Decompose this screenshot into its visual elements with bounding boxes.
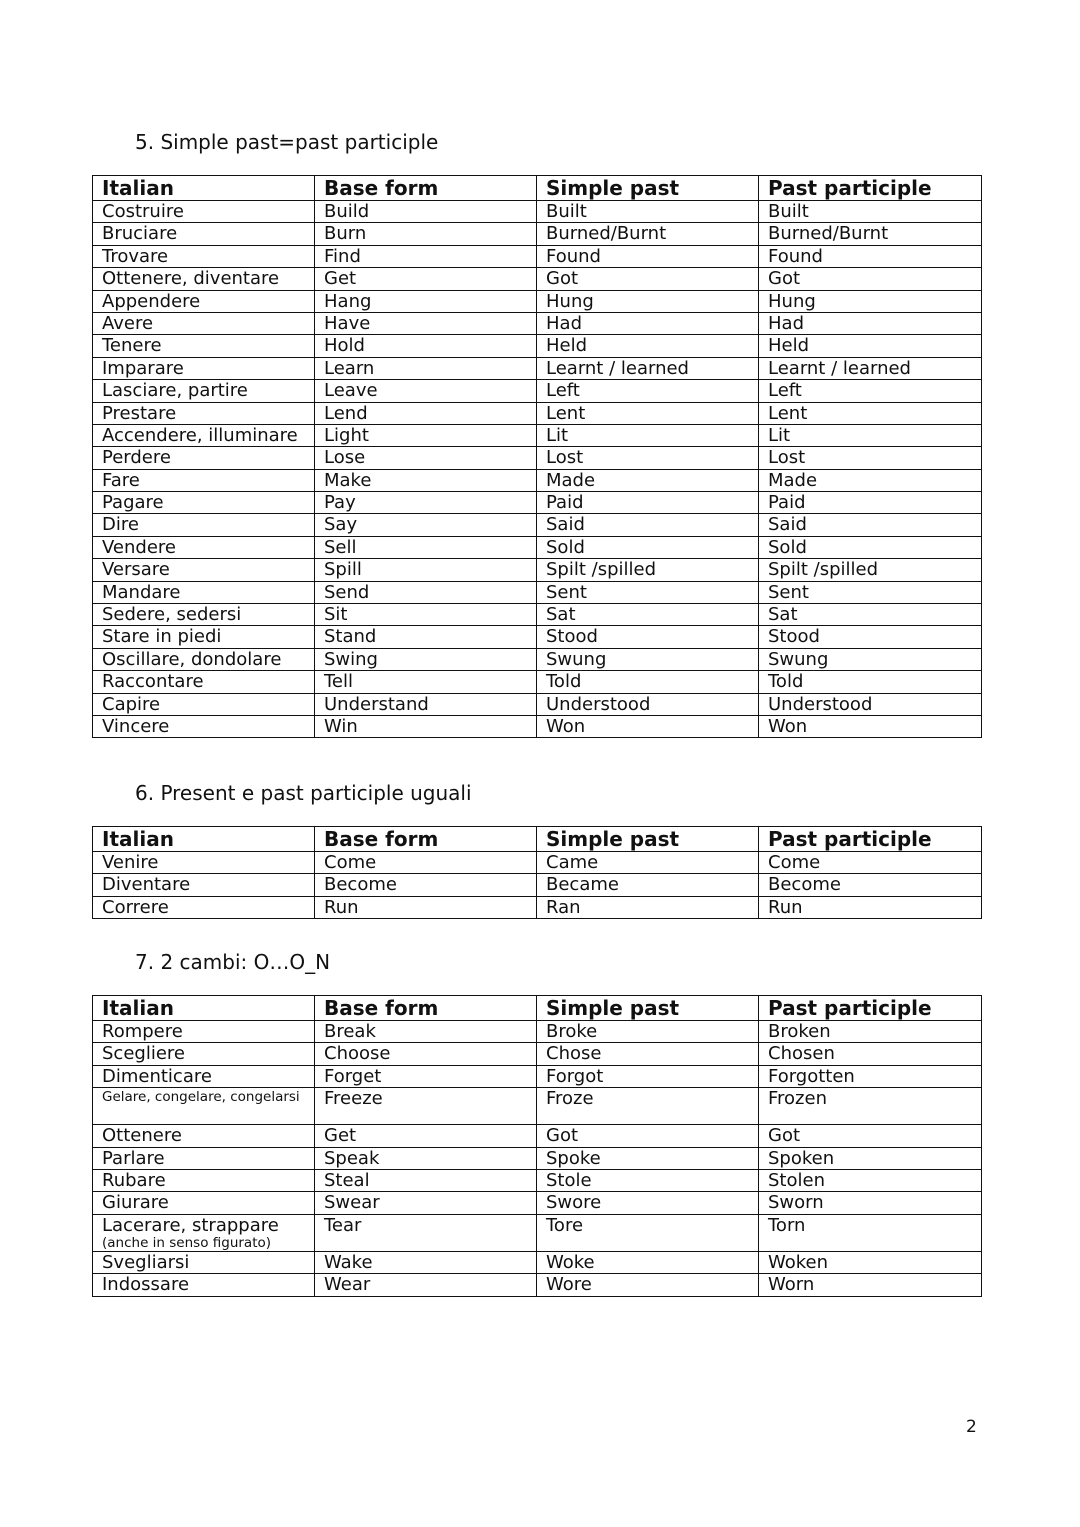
cell-past-participle: Run bbox=[759, 896, 982, 918]
cell-past-participle: Frozen bbox=[759, 1088, 982, 1125]
cell-past-participle: Stolen bbox=[759, 1169, 982, 1191]
cell-italian: Mandare bbox=[93, 581, 315, 603]
cell-simple-past: Spoke bbox=[537, 1147, 759, 1169]
cell-past-participle: Said bbox=[759, 514, 982, 536]
cell-base-form: Speak bbox=[315, 1147, 537, 1169]
cell-simple-past: Built bbox=[537, 201, 759, 223]
table-row bbox=[93, 604, 982, 626]
cell-past-participle: Got bbox=[759, 1125, 982, 1147]
cell-italian: Trovare bbox=[93, 245, 315, 267]
cell-past-participle: Learnt / learned bbox=[759, 357, 982, 379]
cell-simple-past: Woke bbox=[537, 1251, 759, 1273]
cell-simple-past: Said bbox=[537, 514, 759, 536]
cell-past-participle: Swung bbox=[759, 648, 982, 670]
cell-base-form: Have bbox=[315, 312, 537, 334]
cell-past-participle: Sat bbox=[759, 604, 982, 626]
cell-simple-past: Tore bbox=[537, 1214, 759, 1251]
table-row bbox=[93, 1251, 982, 1273]
cell-past-participle: Sworn bbox=[759, 1192, 982, 1214]
cell-past-participle: Hung bbox=[759, 290, 982, 312]
cell-past-participle: Become bbox=[759, 874, 982, 896]
cell-italian bbox=[93, 1214, 315, 1251]
cell-italian: Costruire bbox=[93, 201, 315, 223]
cell-past-participle: Lent bbox=[759, 402, 982, 424]
cell-past-participle: Broken bbox=[759, 1021, 982, 1043]
cell-base-form: Wear bbox=[315, 1274, 537, 1296]
header-italian: Italian bbox=[93, 176, 315, 201]
cell-base-form: Break bbox=[315, 1021, 537, 1043]
cell-simple-past: Held bbox=[537, 335, 759, 357]
table-row bbox=[93, 402, 982, 424]
cell-simple-past: Lent bbox=[537, 402, 759, 424]
cell-past-participle: Spilt /spilled bbox=[759, 559, 982, 581]
cell-italian: Dire bbox=[93, 514, 315, 536]
cell-past-participle: Had bbox=[759, 312, 982, 334]
cell-italian: Stare in piedi bbox=[93, 626, 315, 648]
cell-past-participle: Built bbox=[759, 201, 982, 223]
cell-base-form: Understand bbox=[315, 693, 537, 715]
cell-note: (anche in senso figurato) bbox=[102, 1234, 272, 1251]
cell-base-form: Lend bbox=[315, 402, 537, 424]
cell-simple-past: Found bbox=[537, 245, 759, 267]
cell-base-form: Run bbox=[315, 896, 537, 918]
cell-past-participle: Got bbox=[759, 268, 982, 290]
cell-italian: Correre bbox=[93, 896, 315, 918]
cell-simple-past: Told bbox=[537, 671, 759, 693]
cell-base-form: Light bbox=[315, 424, 537, 446]
cell-simple-past: Spilt /spilled bbox=[537, 559, 759, 581]
cell-base-form: Freeze bbox=[315, 1088, 537, 1125]
table-row bbox=[93, 671, 982, 693]
cell-base-form: Find bbox=[315, 245, 537, 267]
cell-base-form: Build bbox=[315, 201, 537, 223]
table-row bbox=[93, 536, 982, 558]
cell-base-form: Learn bbox=[315, 357, 537, 379]
cell-simple-past: Won bbox=[537, 715, 759, 737]
cell-base-form: Choose bbox=[315, 1043, 537, 1065]
cell-past-participle: Torn bbox=[759, 1214, 982, 1251]
cell-simple-past: Swore bbox=[537, 1192, 759, 1214]
cell-italian: Diventare bbox=[93, 874, 315, 896]
cell-past-participle: Burned/Burnt bbox=[759, 223, 982, 245]
verbs-table-7 bbox=[92, 995, 982, 1297]
table-row bbox=[93, 290, 982, 312]
table-header-row bbox=[93, 996, 982, 1021]
cell-italian: Imparare bbox=[93, 357, 315, 379]
cell-italian: Versare bbox=[93, 559, 315, 581]
cell-italian: Prestare bbox=[93, 402, 315, 424]
cell-simple-past: Swung bbox=[537, 648, 759, 670]
cell-base-form: Hang bbox=[315, 290, 537, 312]
table-row bbox=[93, 1065, 982, 1087]
cell-past-participle: Found bbox=[759, 245, 982, 267]
table-row bbox=[93, 447, 982, 469]
table-row bbox=[93, 715, 982, 737]
cell-base-form: Say bbox=[315, 514, 537, 536]
cell-simple-past: Had bbox=[537, 312, 759, 334]
cell-base-form: Pay bbox=[315, 492, 537, 514]
page-number: 2 bbox=[966, 1417, 977, 1437]
cell-italian: Sedere, sedersi bbox=[93, 604, 315, 626]
cell-base-form: Spill bbox=[315, 559, 537, 581]
cell-italian: Bruciare bbox=[93, 223, 315, 245]
header-simple-past: Simple past bbox=[537, 996, 759, 1021]
cell-simple-past: Stole bbox=[537, 1169, 759, 1191]
table-row bbox=[93, 514, 982, 536]
cell-past-participle: Told bbox=[759, 671, 982, 693]
cell-past-participle: Woken bbox=[759, 1251, 982, 1273]
cell-base-form: Leave bbox=[315, 380, 537, 402]
table-row bbox=[93, 245, 982, 267]
table-row bbox=[93, 581, 982, 603]
cell-simple-past: Came bbox=[537, 852, 759, 874]
header-past-participle: Past participle bbox=[759, 176, 982, 201]
cell-base-form: Lose bbox=[315, 447, 537, 469]
table-row bbox=[93, 1214, 982, 1251]
cell-past-participle: Spoken bbox=[759, 1147, 982, 1169]
cell-italian: Perdere bbox=[93, 447, 315, 469]
table-row bbox=[93, 896, 982, 918]
table-row bbox=[93, 1192, 982, 1214]
cell-italian: Fare bbox=[93, 469, 315, 491]
cell-simple-past: Got bbox=[537, 268, 759, 290]
cell-base-form: Come bbox=[315, 852, 537, 874]
cell-base-form: Tear bbox=[315, 1214, 537, 1251]
cell-italian-small: Gelare, congelare, congelarsi bbox=[102, 1089, 300, 1106]
cell-italian: Ottenere bbox=[93, 1125, 315, 1147]
cell-italian: Pagare bbox=[93, 492, 315, 514]
header-simple-past: Simple past bbox=[537, 827, 759, 852]
cell-past-participle: Chosen bbox=[759, 1043, 982, 1065]
cell-simple-past: Chose bbox=[537, 1043, 759, 1065]
cell-italian bbox=[93, 1088, 315, 1125]
cell-simple-past: Broke bbox=[537, 1021, 759, 1043]
cell-past-participle: Stood bbox=[759, 626, 982, 648]
section-6-title: 6. Present e past participle uguali bbox=[135, 781, 472, 805]
cell-simple-past: Burned/Burnt bbox=[537, 223, 759, 245]
cell-past-participle: Lit bbox=[759, 424, 982, 446]
section-5-title: 5. Simple past=past participle bbox=[135, 130, 439, 154]
cell-past-participle: Lost bbox=[759, 447, 982, 469]
table-row bbox=[93, 626, 982, 648]
table-header-row bbox=[93, 176, 982, 201]
header-italian: Italian bbox=[93, 827, 315, 852]
cell-simple-past: Sent bbox=[537, 581, 759, 603]
cell-base-form: Forget bbox=[315, 1065, 537, 1087]
table-row bbox=[93, 469, 982, 491]
cell-base-form: Get bbox=[315, 1125, 537, 1147]
cell-italian: Venire bbox=[93, 852, 315, 874]
table-row bbox=[93, 1169, 982, 1191]
table-header-row bbox=[93, 827, 982, 852]
cell-simple-past: Lost bbox=[537, 447, 759, 469]
cell-base-form: Swing bbox=[315, 648, 537, 670]
cell-base-form: Wake bbox=[315, 1251, 537, 1273]
cell-base-form: Win bbox=[315, 715, 537, 737]
cell-italian: Svegliarsi bbox=[93, 1251, 315, 1273]
cell-italian: Accendere, illuminare bbox=[93, 424, 315, 446]
table-row bbox=[93, 1088, 982, 1125]
cell-past-participle: Understood bbox=[759, 693, 982, 715]
table-row bbox=[93, 852, 982, 874]
cell-italian: Indossare bbox=[93, 1274, 315, 1296]
cell-italian: Tenere bbox=[93, 335, 315, 357]
cell-past-participle: Forgotten bbox=[759, 1065, 982, 1087]
cell-base-form: Become bbox=[315, 874, 537, 896]
cell-base-form: Sit bbox=[315, 604, 537, 626]
cell-base-form: Make bbox=[315, 469, 537, 491]
table-row bbox=[93, 648, 982, 670]
cell-simple-past: Hung bbox=[537, 290, 759, 312]
cell-simple-past: Sat bbox=[537, 604, 759, 626]
header-past-participle: Past participle bbox=[759, 827, 982, 852]
cell-italian: Rubare bbox=[93, 1169, 315, 1191]
cell-simple-past: Left bbox=[537, 380, 759, 402]
cell-simple-past: Became bbox=[537, 874, 759, 896]
table-row bbox=[93, 1274, 982, 1296]
cell-italian: Raccontare bbox=[93, 671, 315, 693]
table-row bbox=[93, 380, 982, 402]
table-row bbox=[93, 357, 982, 379]
cell-italian: Scegliere bbox=[93, 1043, 315, 1065]
cell-simple-past: Lit bbox=[537, 424, 759, 446]
cell-base-form: Stand bbox=[315, 626, 537, 648]
cell-italian: Vendere bbox=[93, 536, 315, 558]
table-row bbox=[93, 335, 982, 357]
cell-base-form: Tell bbox=[315, 671, 537, 693]
table-row bbox=[93, 559, 982, 581]
table-row bbox=[93, 492, 982, 514]
table-row bbox=[93, 424, 982, 446]
verbs-table-5 bbox=[92, 175, 982, 738]
cell-italian-main: Lacerare, strappare bbox=[102, 1214, 279, 1236]
cell-base-form: Sell bbox=[315, 536, 537, 558]
table-row bbox=[93, 1021, 982, 1043]
cell-past-participle: Paid bbox=[759, 492, 982, 514]
cell-italian: Dimenticare bbox=[93, 1065, 315, 1087]
section-7-title: 7. 2 cambi: O…O_N bbox=[135, 950, 331, 974]
cell-base-form: Send bbox=[315, 581, 537, 603]
table-row bbox=[93, 223, 982, 245]
cell-base-form: Burn bbox=[315, 223, 537, 245]
header-base-form: Base form bbox=[315, 827, 537, 852]
cell-past-participle: Won bbox=[759, 715, 982, 737]
cell-past-participle: Left bbox=[759, 380, 982, 402]
table-row bbox=[93, 1043, 982, 1065]
cell-simple-past: Learnt / learned bbox=[537, 357, 759, 379]
cell-italian: Avere bbox=[93, 312, 315, 334]
cell-past-participle: Come bbox=[759, 852, 982, 874]
cell-simple-past: Got bbox=[537, 1125, 759, 1147]
cell-simple-past: Sold bbox=[537, 536, 759, 558]
cell-italian: Appendere bbox=[93, 290, 315, 312]
cell-italian: Vincere bbox=[93, 715, 315, 737]
cell-italian: Ottenere, diventare bbox=[93, 268, 315, 290]
cell-past-participle: Worn bbox=[759, 1274, 982, 1296]
table-row bbox=[93, 874, 982, 896]
cell-base-form: Swear bbox=[315, 1192, 537, 1214]
header-base-form: Base form bbox=[315, 176, 537, 201]
cell-past-participle: Held bbox=[759, 335, 982, 357]
cell-italian: Parlare bbox=[93, 1147, 315, 1169]
cell-simple-past: Froze bbox=[537, 1088, 759, 1125]
cell-italian: Oscillare, dondolare bbox=[93, 648, 315, 670]
cell-simple-past: Stood bbox=[537, 626, 759, 648]
cell-simple-past: Understood bbox=[537, 693, 759, 715]
cell-simple-past: Wore bbox=[537, 1274, 759, 1296]
header-past-participle: Past participle bbox=[759, 996, 982, 1021]
header-italian: Italian bbox=[93, 996, 315, 1021]
cell-italian: Rompere bbox=[93, 1021, 315, 1043]
cell-simple-past: Forgot bbox=[537, 1065, 759, 1087]
table-row bbox=[93, 268, 982, 290]
cell-base-form: Steal bbox=[315, 1169, 537, 1191]
table-row bbox=[93, 693, 982, 715]
cell-italian: Capire bbox=[93, 693, 315, 715]
cell-italian: Lasciare, partire bbox=[93, 380, 315, 402]
cell-simple-past: Paid bbox=[537, 492, 759, 514]
table-row bbox=[93, 1125, 982, 1147]
cell-base-form: Get bbox=[315, 268, 537, 290]
cell-simple-past: Made bbox=[537, 469, 759, 491]
cell-past-participle: Made bbox=[759, 469, 982, 491]
cell-past-participle: Sold bbox=[759, 536, 982, 558]
header-base-form: Base form bbox=[315, 996, 537, 1021]
table-row bbox=[93, 312, 982, 334]
table-row bbox=[93, 1147, 982, 1169]
header-simple-past: Simple past bbox=[537, 176, 759, 201]
cell-italian: Giurare bbox=[93, 1192, 315, 1214]
cell-simple-past: Ran bbox=[537, 896, 759, 918]
cell-base-form: Hold bbox=[315, 335, 537, 357]
table-row bbox=[93, 201, 982, 223]
cell-past-participle: Sent bbox=[759, 581, 982, 603]
verbs-table-6 bbox=[92, 826, 982, 919]
